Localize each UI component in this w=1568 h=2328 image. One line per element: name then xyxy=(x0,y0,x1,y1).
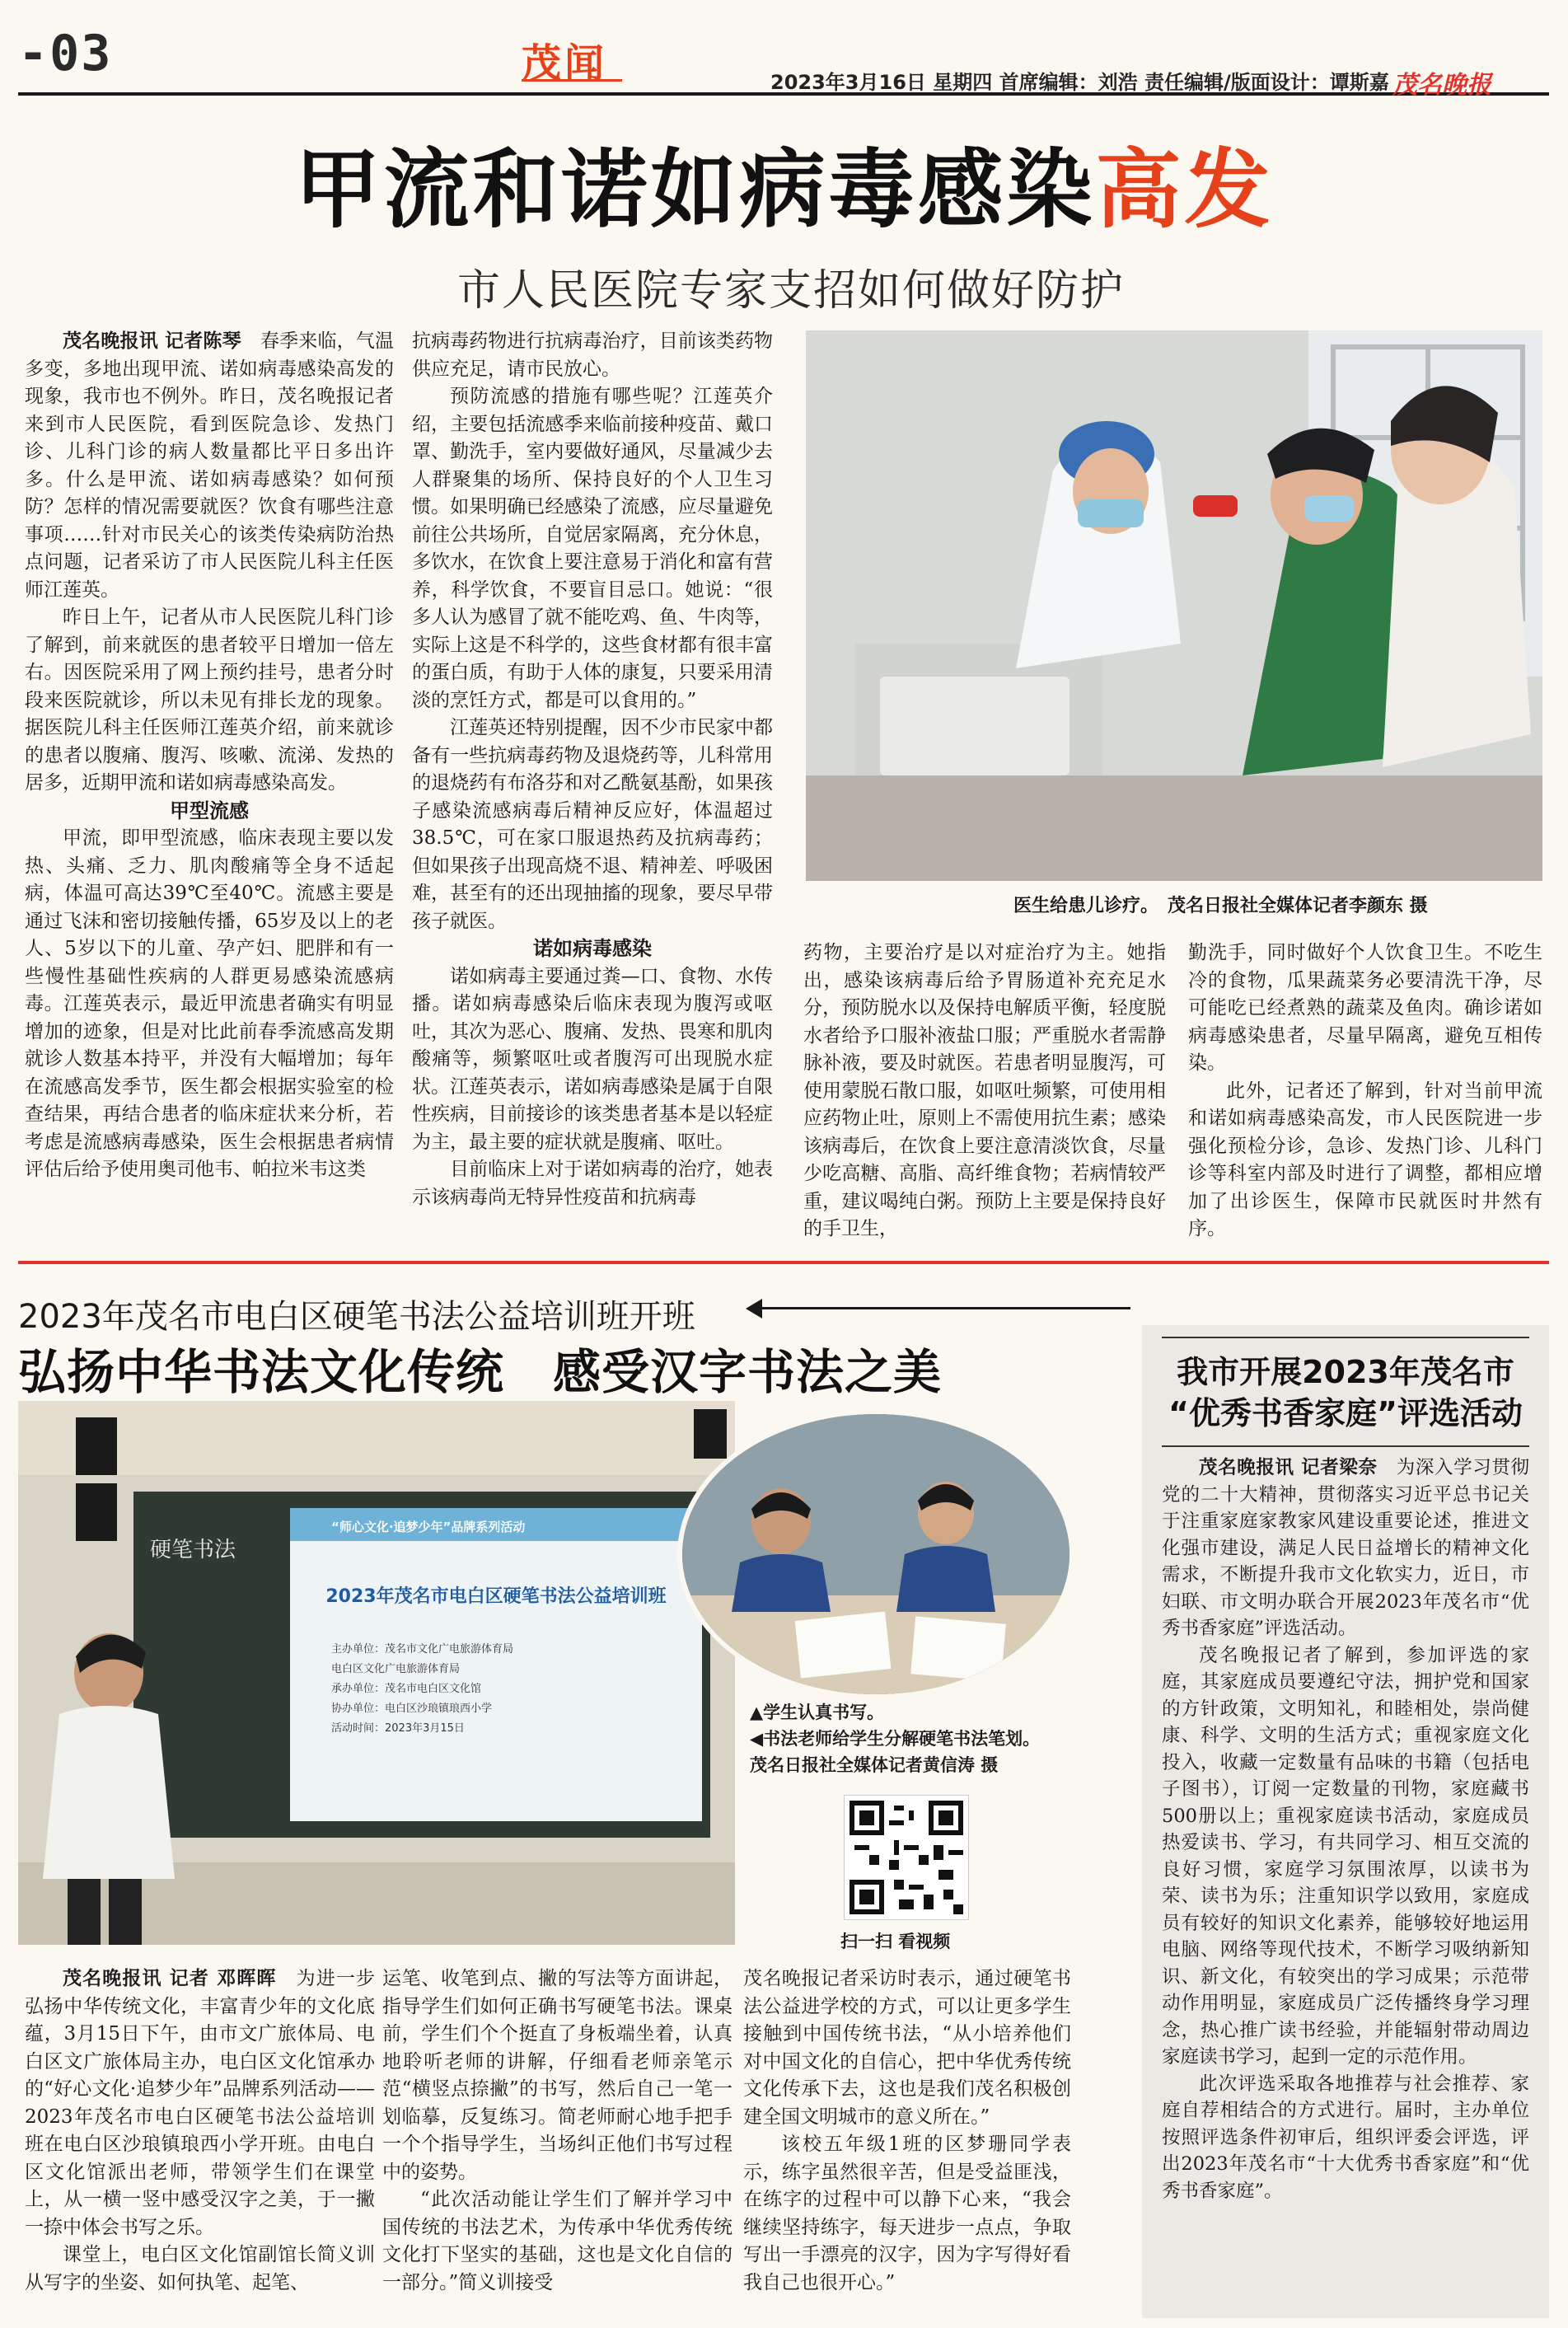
issue-meta: 2023年3月16日 星期四 首席编辑：刘浩 责任编辑/版面设计：谭斯嘉 xyxy=(770,71,1389,94)
lead-paragraph: 药物，主要治疗是以对症治疗为主。她指出，感染该病毒后给予胃肠道补充充足水分，预防脱水以及保持电解质平衡，轻度脱水者给予口服补液盐口服；严重脱水者需静脉补液，要及时就医。若患者明显腹泻，可使用蒙脱石散口服，如呕吐频繁，可使用相应药物止吐，原则上不需使用抗生素；感染该病毒后，在饮食上要注意清淡饮食，尽量少吃高糖、高脂、高纤维食物；若病情较严重，建议喝纯白粥。预防上主要是保持良好的手卫生， xyxy=(803,942,1166,1239)
sidebar-headline xyxy=(1162,1351,1529,1434)
calligraphy-kicker: 2023年茂名市电白区硬笔书法公益培训班开班 xyxy=(18,1298,695,1336)
newspaper-logo: 茂名晚报 xyxy=(1392,71,1491,100)
blackboard-writing: 硬笔书法 xyxy=(150,1538,236,1562)
lead-paragraph: 勤洗手，同时做好个人饮食卫生。不吃生冷的食物，瓜果蔬菜务必要清洗干净，尽可能吃已经煮熟的蔬菜及鱼肉。确诊诺如病毒感染患者，尽量早隔离，避免互相传染。 xyxy=(1188,942,1542,1074)
lead-byline: 茂名晚报讯 记者陈琴 xyxy=(63,330,241,352)
lead-paragraph: 诺如病毒主要通过粪—口、食物、水传播。诺如病毒感染后临床表现为腹泻或呕吐，其次为恶心、腹痛、发热、畏寒和肌肉酸痛等，频繁呕吐或者腹泻可出现脱水症状。江莲英表示，诺如病毒感染是属于自限性疾病，目前接诊的该类患者基本是以轻症为主，最主要的症状就是腹痛、呕吐。 xyxy=(412,965,773,1153)
students-photo xyxy=(677,1409,1074,1699)
video-qr-code[interactable] xyxy=(844,1795,969,1920)
calligraphy-paragraph: 为进一步弘扬中华传统文化，丰富青少年的文化底蕴，3月15日下午，由市文广旅体局、电白区文广旅体局主办，电白区文化馆承办的“好心文化·追梦少年”品牌系列活动——2023年茂名市电白区硬笔书法公益培训班在电白区沙琅镇琅西小学开班。由电白区文化馆派出老师，带领学生们在课堂上，从一横一竖中感受汉字之美，于一撇一捺中体会书写之乐。 xyxy=(25,1968,375,2238)
calligraphy-paragraph: “此次活动能让学生们了解并学习中国传统的书法艺术，为传承中华优秀传统文化打下坚实的基础，这也是文化自信的一部分。”简义训接受 xyxy=(382,2189,733,2293)
subheading-norovirus: 诺如病毒感染 xyxy=(533,937,652,960)
photo-caption-line-1: ▲学生认真书写。 xyxy=(750,1703,885,1722)
calligraphy-column-1 xyxy=(25,1965,375,2318)
photo-caption-line-3: 茂名日报社全媒体记者黄信涛 摄 xyxy=(750,1755,999,1775)
photo-caption-line-2: ◀书法老师给学生分解硬笔书法笔划。 xyxy=(750,1729,1041,1749)
lead-column-3 xyxy=(803,939,1166,1246)
lead-paragraph: 甲流，即甲型流感，临床表现主要以发热、头痛、乏力、肌肉酸痛等全身不适起病，体温可高达39℃至40℃。流感主要是通过飞沫和密切接触传播，65岁及以上的老人、5岁以下的儿童、孕产妇、肥胖和有一些慢性基础性疾病的人群更易感染流感病毒。江莲英表示，最近甲流患者确实有明显增加的迹象，但是对比此前春季流感高发期就诊人数基本持平，并没有大幅增加；每年在流感高发季节，医生都会根据实验室的检查结果，再结合患者的临床症状来分析，若考虑是流感病毒感染，医生会根据患者病情评估后给予使用奥司他韦、帕拉米韦这类 xyxy=(25,827,394,1180)
calligraphy-headline: 弘扬中华书法文化传统 感受汉字书法之美 xyxy=(18,1344,943,1400)
calligraphy-byline: 茂名晚报讯 记者 邓晖晖 xyxy=(63,1968,277,1989)
hospital-photo-illustration xyxy=(806,330,1542,881)
section-tag xyxy=(522,31,622,87)
kicker-arrow-head xyxy=(746,1299,762,1319)
calligraphy-paragraph: 运笔、收笔到点、撇的写法等方面讲起，指导学生们如何正确书写硬笔书法。课桌前，学生们个个挺直了身板端坐着，认真地聆听老师的讲解，仔细看老师亲笔示范“横竖点捺撇”的书写，然后自己一笔一划临摹，反复练习。简老师耐心地手把手一个个指导学生，当场纠正他们书写过程中的姿势。 xyxy=(382,1968,733,2183)
calligraphy-paragraph: 该校五年级1班的区梦珊同学表示，练字虽然很辛苦，但是受益匪浅，在练字的过程中可以静下心来，“我会继续坚持练字，每天进步一点点，争取写出一手漂亮的汉字，因为字写得好看我自己也很开心。” xyxy=(743,2134,1071,2293)
students-photo-illustration xyxy=(682,1414,1070,1694)
lead-paragraph: 抗病毒药物进行抗病毒治疗，目前该类药物供应充足，请市民放心。 xyxy=(412,330,773,380)
sidebar-paragraph: 此次评选采取各地推荐与社会推荐、家庭自荐相结合的方式进行。届时，主办单位按照评选条件初审后，组织评委会评选，评出2023年茂名市“十大优秀书香家庭”和“优秀书香家庭”。 xyxy=(1162,2073,1529,2202)
lead-paragraph: 目前临床上对于诺如病毒的治疗，她表示该病毒尚无特异性疫苗和抗病毒 xyxy=(412,1159,773,1208)
lead-headline-main: 甲流和诺如病毒感染 xyxy=(294,139,1096,240)
calligraphy-column-2 xyxy=(382,1965,733,2318)
sidebar-headline-line-1: 我市开展2023年茂名市 xyxy=(1177,1354,1514,1390)
page-number: -03 xyxy=(18,25,113,82)
classroom-photo xyxy=(18,1401,735,1945)
lead-headline-accent: 高发 xyxy=(1095,139,1274,240)
sidebar-byline: 茂名晚报讯 记者梁奈 xyxy=(1199,1457,1378,1478)
lead-paragraph: 江莲英还特别提醒，因不少市民家中都备有一些抗病毒药物及退烧药等，儿科常用的退烧药有布洛芬和对乙酰氨基酚，如果孩子感染流感病毒后精神反应好，体温超过38.5℃，可在家口服退热药及抗病毒药；但如果孩子出现高烧不退、精神差、呼吸困难，甚至有的还出现抽搐的现象，要尽早带孩子就医。 xyxy=(412,717,773,932)
lead-headline xyxy=(0,140,1568,239)
lead-paragraph: 春季来临，气温多变，多地出现甲流、诺如病毒感染高发的现象，我市也不例外。昨日，茂名晚报记者来到市人民医院，看到医院急诊、发热门诊、儿科门诊的病人数量都比平日多出许多。什么是甲流、诺如病毒感染？如何预防？怎样的情况需要就医？饮食有哪些注意事项……针对市民关心的该类传染病防治热点问题，记者采访了市人民医院儿科主任医师江莲英。 xyxy=(25,330,394,601)
sidebar-paragraph: 茂名晚报记者了解到，参加评选的家庭，其家庭成员要遵纪守法，拥护党和国家的方针政策，文明知礼，和睦相处，崇尚健康、科学、文明的生活方式；重视家庭文化投入，收藏一定数量有品味的书籍（包括电子图书），订阅一定数量的刊物，家庭藏书500册以上；重视家庭读书活动，家庭成员热爱读书、学习，有共同学习、相互交流的良好习惯，家庭学习氛围浓厚，以读书为荣、读书为乐；注重知识学以致用，家庭成员有较好的知识文化素养，能够较好地运用电脑、网络等现代技术，不断学习吸纳新知识、新文化，有较突出的学习成果；示范带动作用明显，家庭成员广泛传播终身学习理念，热心推广读书经验，并能辐射带动周边家庭读书学习，起到一定的示范作用。 xyxy=(1162,1644,1529,2068)
lead-paragraph: 昨日上午，记者从市人民医院儿科门诊了解到，前来就医的患者较平日增加一倍左右。因医院采用了网上预约挂号，患者分时段来医院就诊，所以未见有排长龙的现象。据医院儿科主任医师江莲英介绍，前来就诊的患者以腹痛、腹泻、咳嗽、流涕、发热的居多，近期甲流和诺如病毒感染高发。 xyxy=(25,607,394,794)
calligraphy-paragraph: 茂名晚报记者采访时表示，通过硬笔书法公益进学校的方式，可以让更多学生接触到中国传统书法，“从小培养他们对中国文化的自信心，把中华优秀传统文化传承下去，这也是我们茂名积极创建全国文明城市的意义所在。” xyxy=(743,1968,1071,2128)
qr-code-icon xyxy=(845,1796,968,1919)
sidebar-headline-line-2: “优秀书香家庭”评选活动 xyxy=(1168,1395,1523,1431)
qr-code-label: 扫一扫 看视频 xyxy=(840,1932,951,1951)
calligraphy-paragraph: 课堂上，电白区文化馆副馆长简义训从写字的坐姿、如何执笔、起笔、 xyxy=(25,2244,375,2293)
section-name: 茂闻 xyxy=(522,40,608,87)
hospital-photo-caption: 医生给患儿诊疗。 茂名日报社全媒体记者李颜东 摄 xyxy=(1013,896,1428,916)
section-divider xyxy=(18,1261,1549,1264)
lead-column-1 xyxy=(25,328,394,1244)
screen-title: 2023年茂名市电白区硬笔书法公益培训班 xyxy=(325,1586,667,1607)
hospital-photo xyxy=(806,330,1542,881)
sidebar-paragraph: 为深入学习贯彻党的二十大精神，贯彻落实习近平总书记关于注重家庭家教家风建设重要论述，推进文化强市建设，满足人民日益增长的精神文化需求，不断提升我市文化软实力，近日，市妇联、市文明办联合开展2023年茂名市“优秀书香家庭”评选活动。 xyxy=(1162,1457,1529,1639)
screen-series-line: “师心文化·追梦少年”品牌系列活动 xyxy=(331,1520,526,1534)
lead-column-2 xyxy=(412,328,773,1244)
subheading-influenza: 甲型流感 xyxy=(170,799,249,822)
sidebar-body xyxy=(1162,1454,1529,2312)
lead-paragraph: 预防流感的措施有哪些呢？江莲英介绍，主要包括流感季来临前接种疫苗、戴口罩、勤洗手，室内要做好通风，尽量减少去人群聚集的场所、保持良好的个人卫生习惯。如果明确已经感染了流感，应尽量避免前往公共场所，自觉居家隔离，充分休息，多饮水，在饮食上要注意易于消化和富有营养，科学饮食，不要盲目忌口。她说：“很多人认为感冒了就不能吃鸡、鱼、牛肉等，实际上这是不科学的，这些食材都有很丰富的蛋白质，有助于人体的康复，只要采用清淡的烹饪方式，都是可以食用的。” xyxy=(412,386,773,711)
kicker-arrow xyxy=(760,1307,1130,1309)
lead-subheadline: 市人民医院专家支招如何做好防护 xyxy=(457,266,1126,316)
lead-column-4 xyxy=(1188,939,1542,1246)
screen-organizers: 主办单位：茂名市文化广电旅游体育局 电白区文化广电旅游体育局 承办单位：茂名市电白区文化馆 协办单位：电白区沙琅镇琅西小学 活动时间：2023年3月15日 xyxy=(331,1643,514,1735)
lead-paragraph: 此外，记者还了解到，针对当前甲流和诺如病毒感染高发，市人民医院进一步强化预检分诊，急诊、发热门诊、儿科门诊等科室内部及时进行了调整，都相应增加了出诊医生，保障市民就医时井然有序。 xyxy=(1188,1080,1542,1239)
calligraphy-column-3 xyxy=(743,1965,1071,2318)
